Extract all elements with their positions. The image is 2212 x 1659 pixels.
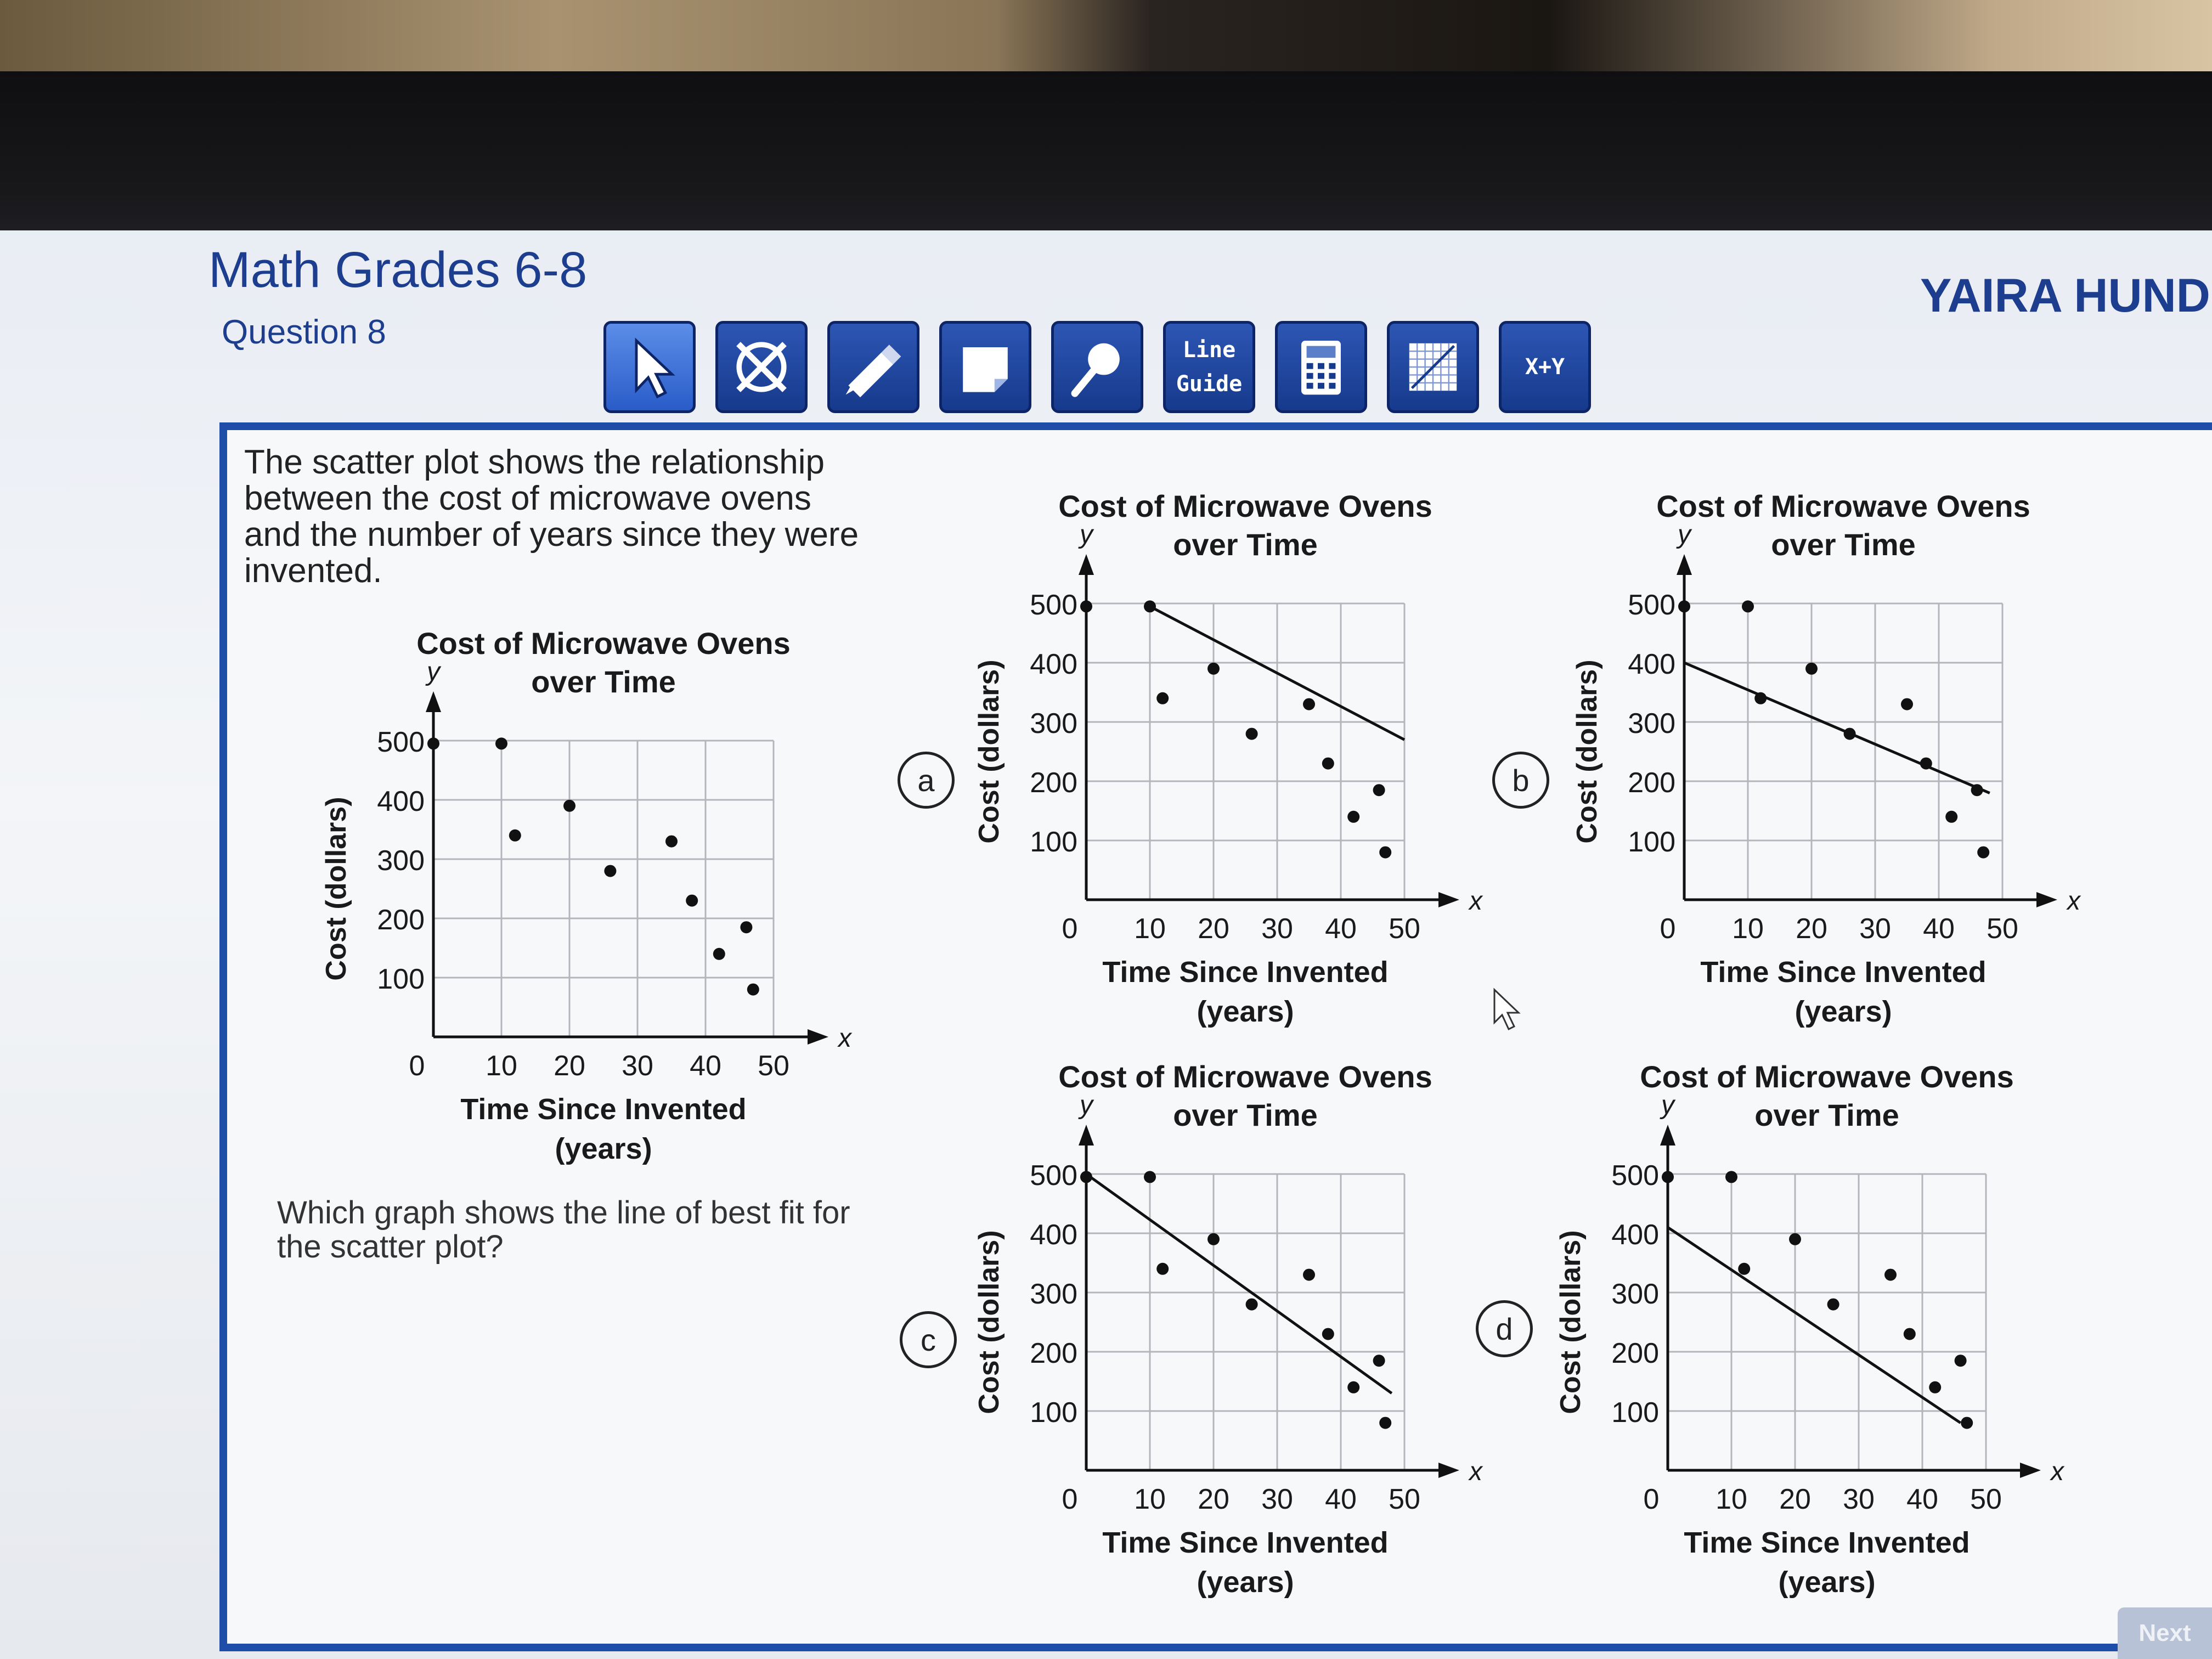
data-point — [1373, 1355, 1385, 1367]
data-point — [1977, 847, 1989, 859]
x-axis-label-units: (years) — [555, 1132, 652, 1165]
x-tick-label: 50 — [1389, 1483, 1420, 1515]
data-point — [1156, 1263, 1169, 1275]
chart-title: Cost of Microwave Ovens — [416, 626, 791, 661]
line-guide-label-2: Guide — [1176, 371, 1243, 397]
y-axis-label: Cost (dollars) — [1571, 659, 1603, 844]
data-point — [1246, 1299, 1258, 1311]
monitor-bezel — [0, 71, 2212, 241]
question-stem: Which graph shows the line of best fit for the scatter plot? — [277, 1195, 850, 1265]
best-fit-line — [1086, 1174, 1392, 1393]
data-point — [1156, 692, 1169, 704]
y-axis-arrow — [426, 691, 441, 712]
y-axis-letter: y — [427, 657, 440, 686]
data-point — [509, 830, 521, 842]
x-tick-label: 20 — [1198, 913, 1229, 945]
x-axis-letter: x — [2067, 887, 2080, 916]
data-point — [713, 948, 725, 960]
data-point — [686, 895, 698, 907]
x-tick-label: 10 — [486, 1050, 517, 1082]
x-axis-label-units: (years) — [1778, 1566, 1876, 1599]
y-tick-label: 300 — [1030, 1278, 1077, 1310]
calculator-icon — [1288, 334, 1354, 400]
question-number: Question 8 — [222, 313, 386, 351]
y-tick-label: 400 — [1030, 648, 1077, 680]
y-tick-label: 200 — [1611, 1338, 1659, 1369]
data-point — [747, 984, 759, 996]
data-point — [1662, 1171, 1674, 1183]
y-tick-label: 400 — [1030, 1219, 1077, 1251]
x-tick-label: 0 — [1643, 1483, 1660, 1515]
data-point — [1080, 600, 1092, 612]
highlighter-tool-button[interactable] — [827, 321, 919, 413]
data-point — [1347, 1381, 1359, 1393]
formula-book-icon: X+Y — [1525, 354, 1565, 380]
y-axis-arrow — [1677, 554, 1692, 575]
chart-subtitle: over Time — [1771, 527, 1916, 562]
pointer-arrow-icon — [617, 334, 682, 400]
best-fit-line — [1684, 663, 1990, 793]
y-axis-label: Cost (dollars) — [320, 797, 352, 981]
x-tick-label: 40 — [1325, 913, 1357, 945]
y-tick-label: 100 — [1611, 1397, 1659, 1429]
background-wall — [0, 0, 2212, 77]
y-tick-label: 500 — [1611, 1160, 1659, 1192]
option-c-button[interactable]: c — [900, 1311, 957, 1368]
sticky-note-icon — [952, 334, 1018, 400]
y-tick-label: 200 — [377, 904, 425, 936]
data-point — [1207, 1233, 1220, 1245]
x-tick-label: 50 — [1389, 913, 1420, 945]
y-tick-label: 500 — [377, 726, 425, 758]
x-axis-arrow — [1438, 1463, 1459, 1478]
chart-title: Cost of Microwave Ovens — [1656, 489, 2030, 523]
data-point — [1246, 728, 1258, 740]
answer-graph-d — [1542, 1053, 2090, 1635]
data-point — [1742, 600, 1754, 612]
data-point — [1971, 784, 1983, 796]
x-tick-label: 20 — [1198, 1483, 1229, 1515]
x-tick-label: 10 — [1134, 913, 1166, 945]
x-axis-letter: x — [2051, 1457, 2064, 1486]
option-b-button[interactable]: b — [1492, 752, 1549, 809]
x-tick-label: 10 — [1732, 913, 1764, 945]
x-axis-label: Time Since Invented — [460, 1093, 747, 1126]
data-point — [1207, 663, 1220, 675]
eliminator-icon — [729, 334, 794, 400]
data-point — [1322, 758, 1334, 770]
x-tick-label: 50 — [1970, 1483, 2002, 1515]
data-point — [1303, 698, 1315, 710]
x-axis-letter: x — [1469, 1457, 1482, 1486]
y-tick-label: 100 — [377, 963, 425, 995]
x-tick-label: 0 — [1062, 913, 1078, 945]
data-point — [665, 836, 678, 848]
data-point — [1144, 600, 1156, 612]
data-point — [1754, 692, 1767, 704]
magnifier-tool-button[interactable] — [1051, 321, 1143, 413]
x-axis-arrow — [2020, 1463, 2041, 1478]
x-axis-letter: x — [838, 1024, 851, 1053]
x-axis-label-units: (years) — [1795, 995, 1892, 1028]
data-point — [563, 800, 575, 812]
pointer-tool-button[interactable] — [603, 321, 696, 413]
data-point — [1678, 600, 1690, 612]
formula-tool-button[interactable] — [1499, 321, 1591, 413]
data-point — [1945, 811, 1957, 823]
option-d-button[interactable]: d — [1476, 1300, 1533, 1357]
y-tick-label: 400 — [1611, 1219, 1659, 1251]
y-tick-label: 300 — [1611, 1278, 1659, 1310]
y-tick-label: 100 — [1030, 826, 1077, 858]
data-point — [1789, 1233, 1801, 1245]
y-tick-label: 300 — [1628, 708, 1675, 740]
y-tick-label: 400 — [1628, 648, 1675, 680]
x-tick-label: 30 — [1261, 913, 1293, 945]
y-tick-label: 200 — [1628, 767, 1675, 799]
data-point — [604, 865, 616, 877]
x-tick-label: 30 — [622, 1050, 653, 1082]
y-tick-label: 300 — [1030, 708, 1077, 740]
x-tick-label: 50 — [1987, 913, 2018, 945]
x-tick-label: 10 — [1134, 1483, 1166, 1515]
x-tick-label: 50 — [758, 1050, 789, 1082]
mouse-cursor-icon — [1492, 988, 1525, 1031]
data-point — [1738, 1263, 1750, 1275]
data-point — [1844, 728, 1856, 740]
best-fit-line — [1668, 1227, 1961, 1423]
x-tick-label: 40 — [1906, 1483, 1938, 1515]
x-tick-label: 40 — [1923, 913, 1955, 945]
y-tick-label: 400 — [377, 786, 425, 817]
data-point — [1725, 1171, 1737, 1183]
data-point — [1884, 1269, 1897, 1281]
answer-graph-a — [960, 483, 1509, 1064]
x-axis-arrow — [1438, 892, 1459, 907]
y-tick-label: 200 — [1030, 1338, 1077, 1369]
y-axis-arrow — [1079, 554, 1094, 575]
y-tick-label: 500 — [1628, 589, 1675, 621]
y-tick-label: 300 — [377, 845, 425, 877]
y-axis-label: Cost (dollars) — [1555, 1230, 1587, 1414]
x-axis-arrow — [2036, 892, 2057, 907]
x-axis-arrow — [808, 1029, 828, 1045]
data-point — [1373, 784, 1385, 796]
y-axis-label: Cost (dollars) — [973, 1230, 1005, 1414]
data-point — [495, 737, 507, 749]
y-axis-letter: y — [1661, 1091, 1674, 1120]
y-axis-arrow — [1660, 1125, 1675, 1146]
y-axis-label: Cost (dollars) — [973, 659, 1005, 844]
question-prompt: The scatter plot shows the relationship between the cost of microwave ovens and the number of years since they were invented. — [244, 443, 859, 590]
data-point — [1347, 811, 1359, 823]
x-tick-label: 0 — [409, 1050, 425, 1082]
notepad-tool-button[interactable] — [939, 321, 1031, 413]
data-point — [1827, 1299, 1839, 1311]
data-point — [1929, 1381, 1941, 1393]
chart-subtitle: over Time — [531, 664, 676, 699]
x-axis-label-units: (years) — [1197, 995, 1294, 1028]
data-point — [740, 921, 752, 933]
app-title: Math Grades 6-8 — [208, 242, 588, 298]
y-tick-label: 200 — [1030, 767, 1077, 799]
x-tick-label: 0 — [1660, 913, 1676, 945]
data-point — [1920, 758, 1932, 770]
x-tick-label: 20 — [1796, 913, 1827, 945]
student-name: YAIRA HUND — [1920, 269, 2210, 322]
chart-title: Cost of Microwave Ovens — [1058, 489, 1432, 523]
data-point — [1805, 663, 1818, 675]
chart-subtitle: over Time — [1173, 1098, 1318, 1132]
chart-title: Cost of Microwave Ovens — [1058, 1059, 1432, 1094]
data-point — [1955, 1355, 1967, 1367]
data-point — [1901, 698, 1913, 710]
x-axis-label: Time Since Invented — [1102, 956, 1389, 989]
data-point — [1303, 1269, 1315, 1281]
data-point — [1379, 847, 1391, 859]
data-point — [1961, 1417, 1973, 1429]
y-tick-label: 100 — [1628, 826, 1675, 858]
answer-graph-b — [1558, 483, 2107, 1064]
data-point — [1080, 1171, 1092, 1183]
x-tick-label: 40 — [690, 1050, 721, 1082]
tool-bar — [603, 321, 1591, 420]
answer-graph-c — [960, 1053, 1509, 1635]
x-axis-label: Time Since Invented — [1700, 956, 1987, 989]
chart-subtitle: over Time — [1173, 527, 1318, 562]
y-axis-letter: y — [1080, 1091, 1093, 1120]
line-guide-icon — [1176, 333, 1242, 401]
data-point — [1144, 1171, 1156, 1183]
next-button[interactable]: Next — [2118, 1607, 2212, 1659]
x-tick-label: 10 — [1716, 1483, 1747, 1515]
x-tick-label: 0 — [1062, 1483, 1078, 1515]
x-tick-label: 20 — [1779, 1483, 1811, 1515]
y-axis-letter: y — [1678, 520, 1691, 549]
y-tick-label: 500 — [1030, 1160, 1077, 1192]
data-point — [1322, 1328, 1334, 1340]
option-a-button[interactable]: a — [898, 752, 955, 809]
x-tick-label: 30 — [1843, 1483, 1875, 1515]
x-axis-label: Time Since Invented — [1684, 1526, 1970, 1559]
graph-paper-icon — [1400, 334, 1466, 400]
graph-tool-button[interactable] — [1387, 321, 1479, 413]
x-axis-label: Time Since Invented — [1102, 1526, 1389, 1559]
line-guide-label-1: Line — [1182, 337, 1236, 363]
calculator-tool-button[interactable] — [1275, 321, 1367, 413]
magnifier-icon — [1064, 334, 1130, 400]
y-axis-letter: y — [1080, 520, 1093, 549]
x-axis-label-units: (years) — [1197, 1566, 1294, 1599]
x-tick-label: 30 — [1859, 913, 1891, 945]
x-tick-label: 40 — [1325, 1483, 1357, 1515]
data-point — [1904, 1328, 1916, 1340]
data-point — [1379, 1417, 1391, 1429]
x-tick-label: 20 — [554, 1050, 585, 1082]
highlighter-icon — [840, 334, 906, 400]
scatter-plot-main — [307, 620, 878, 1201]
data-point — [427, 737, 439, 749]
eliminator-tool-button[interactable] — [715, 321, 808, 413]
x-axis-letter: x — [1469, 887, 1482, 916]
x-tick-label: 30 — [1261, 1483, 1293, 1515]
line-guide-button[interactable] — [1163, 321, 1255, 413]
y-tick-label: 500 — [1030, 589, 1077, 621]
y-tick-label: 100 — [1030, 1397, 1077, 1429]
y-axis-arrow — [1079, 1125, 1094, 1146]
chart-title: Cost of Microwave Ovens — [1640, 1059, 2014, 1094]
chart-subtitle: over Time — [1754, 1098, 1899, 1132]
